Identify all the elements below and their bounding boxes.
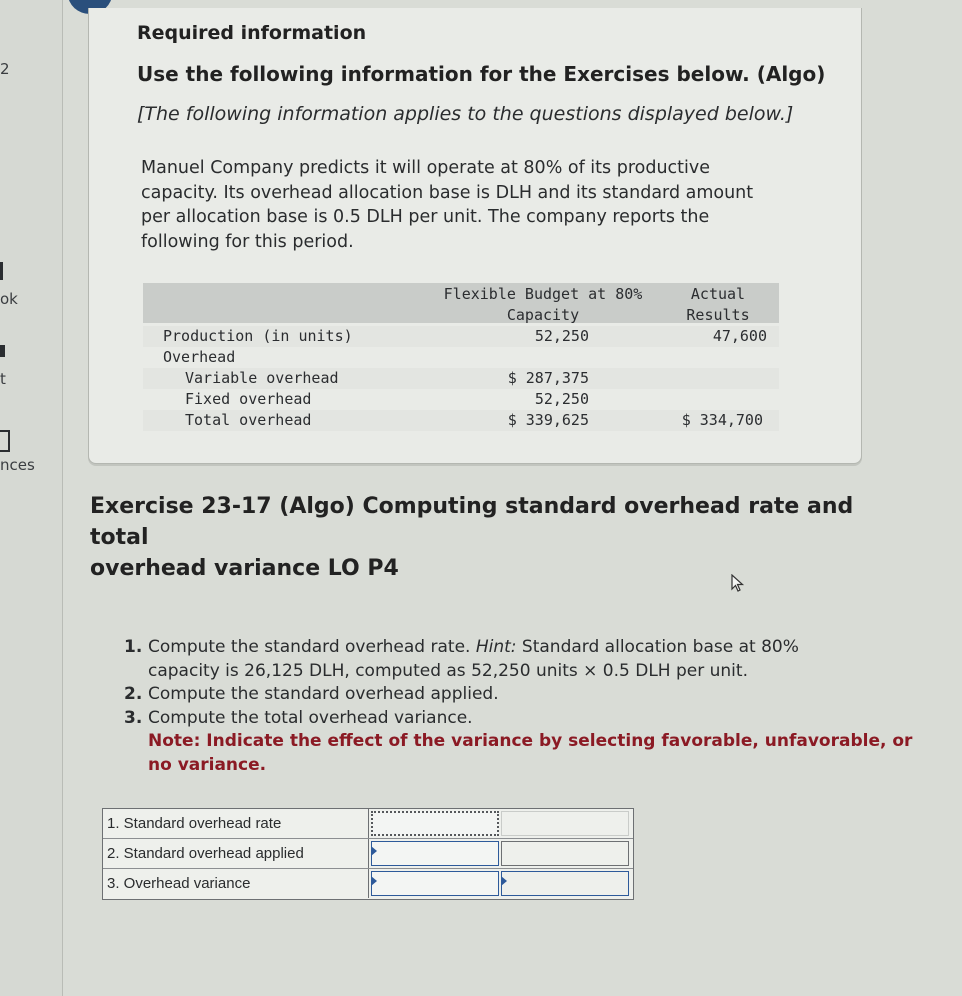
use-information-heading: Use the following information for the Exercises below. (Algo) <box>137 62 826 86</box>
instruction-text: Standard allocation base at 80% <box>516 637 799 657</box>
table-row <box>103 809 633 839</box>
table-row <box>103 869 633 898</box>
instruction-number: 1. <box>124 637 143 657</box>
sidebar-item-nces[interactable]: nces <box>0 456 35 474</box>
description-line: capacity. Its overhead allocation base is DLH and its standard amount <box>141 182 754 203</box>
row-label: 1. Standard overhead rate <box>103 809 369 838</box>
instruction-item <box>124 636 914 683</box>
instruction-number: 2. <box>124 684 143 704</box>
instruction-text: Compute the total overhead variance. <box>148 707 473 728</box>
hint-label: Hint: <box>475 637 517 657</box>
header-actual: Actual <box>690 285 746 303</box>
production-actual: 47,600 <box>712 327 767 345</box>
problem-description <box>141 156 821 254</box>
header-capacity: Capacity <box>506 306 580 324</box>
instruction-item <box>124 707 914 731</box>
note-line: no variance. <box>148 754 267 775</box>
exercise-title-line: Exercise 23-17 (Algo) Computing standard overhead rate and total <box>90 494 854 550</box>
sidebar-item-t[interactable]: t <box>0 370 6 388</box>
variable-overhead-budget: $ 287,375 <box>507 369 589 387</box>
sidebar <box>0 0 63 996</box>
instruction-item <box>124 683 914 707</box>
fixed-overhead-budget: 52,250 <box>534 390 589 408</box>
production-label: Production (in units) <box>163 327 353 345</box>
sidebar-marker <box>0 262 3 280</box>
header-results: Results <box>686 306 750 324</box>
input-marker-icon <box>371 846 377 856</box>
note-line: Note: Indicate the effect of the variance by selecting favorable, unfavorable, or <box>148 731 913 751</box>
instruction-text: capacity is 26,125 DLH, computed as 52,250 units × 0.5 DLH per unit. <box>148 660 748 681</box>
variable-overhead-label: Variable overhead <box>185 369 339 387</box>
sidebar-item-2[interactable]: 2 <box>0 60 10 78</box>
sidebar-marker <box>0 345 5 357</box>
sidebar-bracket-icon <box>0 430 10 452</box>
production-budget: 52,250 <box>534 327 589 345</box>
standard-overhead-applied-effect-cell <box>501 841 629 866</box>
total-overhead-label: Total overhead <box>185 411 312 429</box>
standard-overhead-rate-input[interactable] <box>371 811 499 836</box>
standard-overhead-applied-input[interactable] <box>371 841 499 866</box>
description-line: following for this period. <box>141 231 354 252</box>
mouse-cursor-icon <box>731 574 747 594</box>
exercise-title-line: overhead variance LO P4 <box>90 556 399 581</box>
instruction-text: Compute the standard overhead rate. <box>148 637 476 657</box>
row-label: 2. Standard overhead applied <box>103 839 369 868</box>
overhead-variance-effect-select[interactable] <box>501 871 629 896</box>
fixed-overhead-label: Fixed overhead <box>185 390 312 408</box>
overhead-variance-input[interactable] <box>371 871 499 896</box>
exercise-instructions <box>124 636 914 777</box>
description-line: Manuel Company predicts it will operate at 80% of its productive <box>141 158 711 178</box>
variance-note <box>124 730 914 777</box>
total-overhead-actual: $ 334,700 <box>681 411 763 429</box>
sidebar-item-ok[interactable]: ok <box>0 290 18 308</box>
input-marker-icon <box>371 876 377 886</box>
overhead-label: Overhead <box>163 348 236 366</box>
table-row <box>103 839 633 869</box>
description-line: per allocation base is 0.5 DLH per unit. The company reports the <box>141 207 710 227</box>
instruction-number: 3. <box>124 707 143 728</box>
required-information-panel <box>88 8 862 464</box>
select-marker-icon <box>501 876 507 886</box>
required-information-title: Required information <box>137 22 367 44</box>
standard-overhead-rate-effect-cell <box>501 811 629 836</box>
header-flexible-budget: Flexible Budget at 80% <box>443 285 643 303</box>
instruction-text: Compute the standard overhead applied. <box>148 684 499 704</box>
applies-note: [The following information applies to the questions displayed below.] <box>137 103 794 125</box>
answer-table <box>102 808 634 900</box>
exercise-title <box>90 491 910 584</box>
total-overhead-budget: $ 339,625 <box>507 411 589 429</box>
row-label: 3. Overhead variance <box>103 869 369 898</box>
